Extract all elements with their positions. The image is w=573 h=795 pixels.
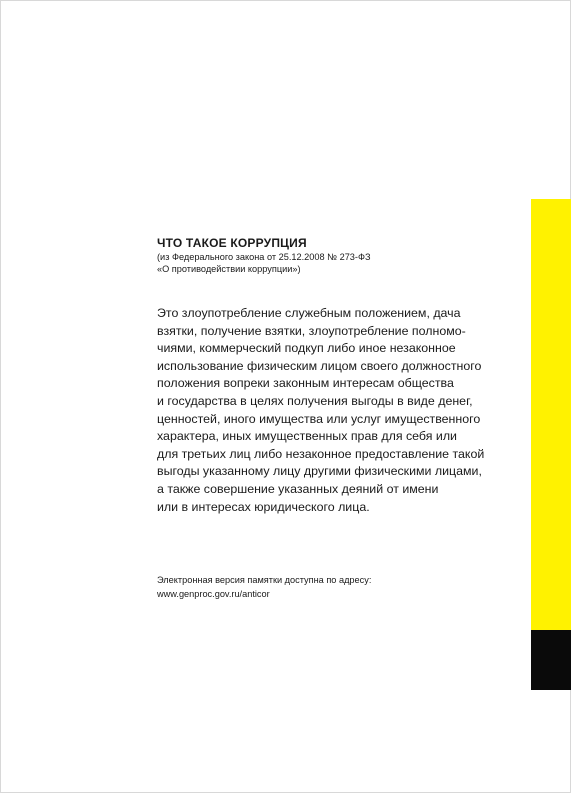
definition-line: или в интересах юридического лица.: [157, 499, 370, 514]
definition-line: для третьих лиц либо незаконное предоставление такой: [157, 446, 485, 461]
definition-line: выгоды указанному лицу другими физическими лицами,: [157, 464, 482, 479]
definition-line: Это злоупотребление служебным положением, дача: [157, 306, 461, 320]
page-title: ЧТО ТАКОЕ КОРРУПЦИЯ: [157, 236, 307, 250]
yellow-side-bar: [531, 199, 571, 630]
footer-note-text: Электронная версия памятки доступна по адресу:: [157, 575, 372, 585]
definition-paragraph: [157, 305, 507, 516]
law-source-line: «О противодействии коррупции»): [157, 264, 301, 274]
definition-line: использование физическим лицом своего должностного: [157, 358, 482, 373]
footer-url-link[interactable]: www.genproc.gov.ru/anticor: [157, 589, 270, 599]
definition-line: и государства в целях получения выгоды в виде денег,: [157, 393, 473, 408]
definition-line: ценностей, иного имущества или услуг имущественного: [157, 411, 481, 426]
definition-line: чиями, коммерческий подкуп либо иное незаконное: [157, 341, 456, 356]
law-source-line: (из Федерального закона от 25.12.2008 № 273-ФЗ: [157, 252, 371, 262]
black-side-bar: [531, 630, 571, 690]
law-source: [157, 251, 507, 275]
footer-note: [157, 573, 371, 601]
main-content: [157, 236, 507, 516]
definition-line: взятки, получение взятки, злоупотребление полномо-: [157, 323, 466, 338]
definition-line: а также совершение указанных деяний от имени: [157, 481, 439, 496]
definition-line: характера, иных имущественных прав для себя или: [157, 429, 457, 444]
definition-line: положения вопреки законным интересам общества: [157, 376, 454, 391]
